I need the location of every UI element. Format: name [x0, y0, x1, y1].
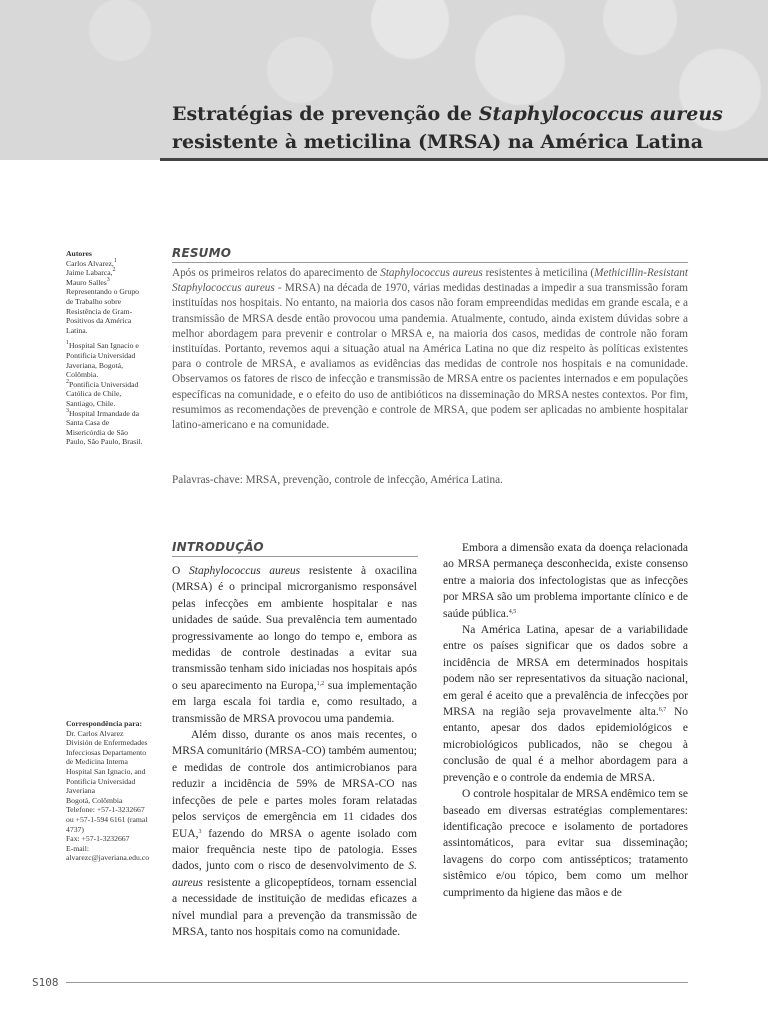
- author-3-sup: 3: [106, 276, 110, 283]
- affiliation-2: [66, 380, 148, 409]
- working-group: Representando o Grupo de Trabalho sobre Resistência de Gram-Positivos da América Latina.: [66, 287, 140, 335]
- affiliation-3: [66, 409, 148, 447]
- p1-d: sua implementação em larga escala foi tardia e, como resultado, a transmissão de MRSA provocou uma pandemia.: [172, 679, 417, 725]
- title-text: Estratégias de prevenção de: [172, 103, 479, 125]
- correspondence-label: Correspondência para:: [66, 719, 143, 728]
- header-divider: [160, 158, 768, 161]
- p3-citation: 4,5: [508, 608, 517, 615]
- footer-divider: [66, 982, 688, 983]
- title-species: Staphylococcus aureus: [478, 103, 723, 125]
- intro-paragraph-4: [443, 622, 688, 786]
- keywords-label: Palavras-chave:: [172, 474, 243, 486]
- affiliation-2-sup: 2: [66, 378, 69, 385]
- keywords-text: MRSA, prevenção, controle de infecção, América Latina.: [242, 474, 503, 486]
- correspondence-city: Bogotá, Colômbia: [66, 795, 123, 805]
- p5-a: O controle hospitalar de MRSA endêmico tem se baseado em diversas estratégias complementares: identificação precoce e isolamento de portadores assintomáticos, para evitar sua disseminação; lavagens do corpo com antissépticos; tratamento sistêmico e/ou tópico, bem como um melhor cumprimento da higiene das mãos e de: [443, 788, 688, 899]
- intro-heading: INTRODUÇÃO: [172, 540, 264, 554]
- author-1: [66, 259, 148, 269]
- page-number: S108: [32, 976, 59, 989]
- abstract-part-c: resistentes à meticilina (: [482, 267, 595, 279]
- article-title: [172, 100, 762, 156]
- affiliation-1-sup: 1: [66, 340, 69, 347]
- affiliation-3-sup: 3: [66, 407, 69, 414]
- author-3-name: Mauro Salles: [66, 277, 107, 287]
- affiliation-2-text: Pontificia Universidad Católica de Chile, Santiago, Chile.: [66, 379, 139, 408]
- resumo-divider: [172, 262, 688, 263]
- keywords-line: [172, 473, 688, 488]
- p2-citation: 3: [198, 828, 202, 835]
- p1-citation: 1,2: [316, 680, 325, 687]
- correspondence-fax: Fax: +57-1-3232667: [66, 834, 130, 844]
- abstract-text: [172, 266, 688, 433]
- author-3: [66, 278, 148, 288]
- author-2-name: Jaime Labarca,: [66, 268, 113, 278]
- intro-paragraph-5: [443, 786, 688, 901]
- abstract-species: Staphylococcus aureus: [380, 267, 483, 279]
- correspondence-block: [66, 719, 148, 863]
- affiliation-1: [66, 341, 148, 379]
- author-2-sup: 2: [112, 267, 116, 274]
- affiliation-3-text: Hospital Irmandade da Santa Casa de Misericórdia de São Paulo, São Paulo, Brasil.: [66, 408, 143, 447]
- p4-a: Na América Latina, apesar de a variabilidade entre os países significar que os dados sobre a incidência de MRSA em determinados hospitais podem não ser representativos da situação nacional, em geral é aceito que a prevalência de infecções por MRSA na região seja provavelmente alta.: [443, 624, 688, 719]
- p3-a: Embora a dimensão exata da doença relacionada ao MRSA permaneça desconhecida, existe consenso entre a maioria dos infectologistas que as infecções por MRSA são um problema importante clínico e de saúde pública.: [443, 542, 688, 620]
- p4-citation: 6,7: [658, 707, 667, 714]
- body-column-2: [443, 540, 688, 980]
- correspondence-address: División de Enfermedades Infecciosas Departamento de Medicina Interna Hospital San Ignacio, and Pontificia Universidad Javeriana: [66, 738, 148, 796]
- intro-paragraph-1: [172, 563, 417, 727]
- abstract-mrsa-term: Methicillin-Resistant Staphylococcus aureus: [172, 267, 688, 295]
- intro-paragraph-3: [443, 540, 688, 622]
- title-line-2: resistente à meticilina (MRSA) na América Latina: [172, 131, 704, 153]
- p2-b: fazendo do MRSA o agente isolado com maior frequência neste tipo de patologia. Esses dados, junto com o risco de desenvolvimento de: [172, 827, 417, 873]
- p1-species: Staphylococcus aureus: [189, 565, 301, 577]
- body-column-1: [172, 563, 417, 983]
- author-1-name: Carlos Alvarez,: [66, 258, 114, 268]
- p4-b: No entanto, apesar dos dados epidemiológicos e microbiológicos publicados, não se chegou à conclusão de qual é a melhor abordagem para a prevenção e o controle da endemia de MRSA.: [443, 706, 688, 784]
- correspondence-name: Dr. Carlos Alvarez: [66, 728, 124, 738]
- affiliation-1-text: Hospital San Ignacio e Pontificia Universidad Javeriana, Bogotá, Colômbia.: [66, 341, 139, 380]
- intro-divider: [172, 556, 418, 557]
- authors-block: [66, 249, 148, 447]
- p2-a: Além disso, durante os anos mais recentes, o MRSA comunitário (MRSA-CO) também aumentou; e medidas de controle dos antimicrobianos para reduzir a incidência de 59% de MRSA-CO nas infecções de pele e partes moles foram relatadas pelos serviços de emergência em 11 cidades dos EUA,: [172, 729, 417, 840]
- p2-species: S. aureus: [172, 860, 417, 889]
- abstract-part-e: - MRSA) na década de 1970, várias medidas destinadas a impedir a sua transmissão foram instituídas nos hospitais. No entanto, na maioria dos casos não foram empreendidas medidas em grande escala, e a transmissão de MRSA desde então provocou uma pandemia. Atualmente, contudo, ainda existem dúvidas sobre a melhor abordagem para prevenir e controlar o MRSA e, na maioria dos casos, medidas de controle não foram instituídas. Portanto, revemos aqui a situação atual na América Latina no que diz respeito às políticas existentes para o controle de MRSA, e avaliamos as evidências das medidas de controle nos hospitais e na comunidade. Observamos os fatores de risco de infecção e transmissão de MRSA entre os pacientes internados e em populações específicas na comunidade, e o efeito do uso de antibióticos na disseminação do MRSA nestes contextos. Por fim, resumimos as recomendações de prevenção e controle de MRSA, que podem ser aplicadas no ambiente hospitalar latino-americano e na comunidade.: [172, 282, 688, 432]
- intro-paragraph-2: [172, 727, 417, 940]
- p1-c: resistente à oxacilina (MRSA) é o principal microrganismo responsável pelas infecções em ambiente hospitalar e nas unidades de saúde. Sua prevalência tem aumentado progressivamente ao longo do tempo e, embora as medidas de controle destinadas a evitar sua transmissão tenham sido iniciadas nos hospitais após o seu aparecimento na Europa,: [172, 565, 417, 692]
- author-1-sup: 1: [113, 257, 117, 264]
- abstract-part-a: Após os primeiros relatos do aparecimento de: [172, 267, 381, 279]
- resumo-heading: RESUMO: [172, 246, 232, 260]
- correspondence-email: E-mail: alvarezc@javeriana.edu.co: [66, 843, 150, 863]
- correspondence-phone: Telefone: +57-1-3232667 ou +57-1-594 6161 (ramal 4737): [66, 805, 148, 834]
- p2-d: resistente a glicopeptídeos, tornam essencial a necessidade de instituição de medidas eficazes a nível mundial para a prevenção da transmissão de MRSA, tanto nos hospitais como na comunidade.: [172, 876, 417, 938]
- title-line-1: [172, 100, 762, 128]
- authors-label: Autores: [66, 249, 92, 258]
- p1-a: O: [172, 565, 190, 577]
